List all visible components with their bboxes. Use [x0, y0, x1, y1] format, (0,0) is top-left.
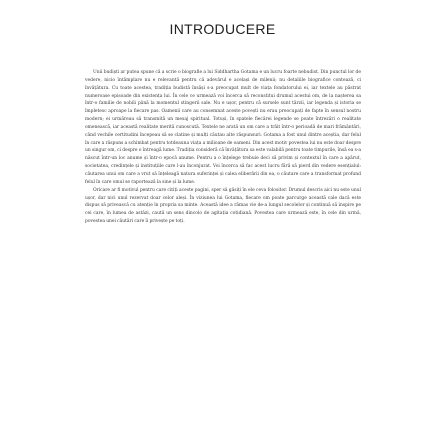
- paragraph-1: Unii budiști ar putea spune că a scrie o biografie a lui Siddhartha Gotama e un lucru foarte nebudist. Din punctul lor de vedere, nicio întâmplare nu e relevantă pentru că adevărul e același de milenii; nu detaliile biografice contează, ci învățătura. Cu toate acestea, tradiția budistă însăși s-a preocupat mult de viața fondatorului ei, iar textele au păstrat numeroase episoade din existența lui. În cele ce urmează voi încerca să reconstitui drumul acestui om, de la nașterea sa într-o familie de nobili până la momentul stingerii sale. Nu e ușor, pentru că sursele sunt târzii, iar legenda și istoria se împletesc aproape la fiecare pas. Oamenii care au consemnat aceste povești nu erau preocupați de fapte în sensul nostru modern; ei urmăreau să transmită un mesaj spiritual. Totuși, în spatele fiecărei legende se poate întrezări o realitate omenească, iar această realitate merită cunoscută. Textele ne arată un om care a trăit într-o perioadă de mari frământări, când vechile certitudini începeau să se clatine și mulți căutau alte răspunsuri. Gotama a fost unul dintre aceștia, dar felul în care a răspuns a schimbat pentru totdeauna viața a milioane de oameni. Din acest motiv povestea lui nu este doar despre un singur om, ci despre o întreagă lume. Tradiția consideră că învățătura sa este valabilă pentru toate timpurile, însă ea s-a născut într-un loc anume și într-o epocă anume. Pentru a o înțelege trebuie deci să privim și contextul în care a apărut, societatea, credințele și instituțiile care l-au înconjurat. Voi încerca să fac acest lucru fără să pierd din vedere esențialul: căutarea unui om care a vrut să înțeleagă natura suferinței și calea eliberării din ea, o căutare care a transformat profund felul în care omul se raportează la sine și la lume.: [85, 70, 361, 185]
- body-text: [85, 69, 361, 226]
- chapter-title: INTRODUCERE: [169, 21, 276, 37]
- paragraph-2: Oricare ar fi motivul pentru care citiți aceste pagini, sper să găsiți în ele ceva folositor. Drumul descris aici nu este unul ușor, dar nici unul rezervat doar celor aleși. În viziunea lui Gotama, fiecare om poate parcurge această cale dacă este dispus să privească cu atenție în propria sa minte. Această idee a rămas vie de-a lungul secolelor și continuă să inspire pe cei care, în lumea de astăzi, caută un sens dincolo de agitația cotidiană. Povestea care urmează este, în cele din urmă, povestea unei căutări care îi privește pe toți.: [85, 187, 361, 225]
